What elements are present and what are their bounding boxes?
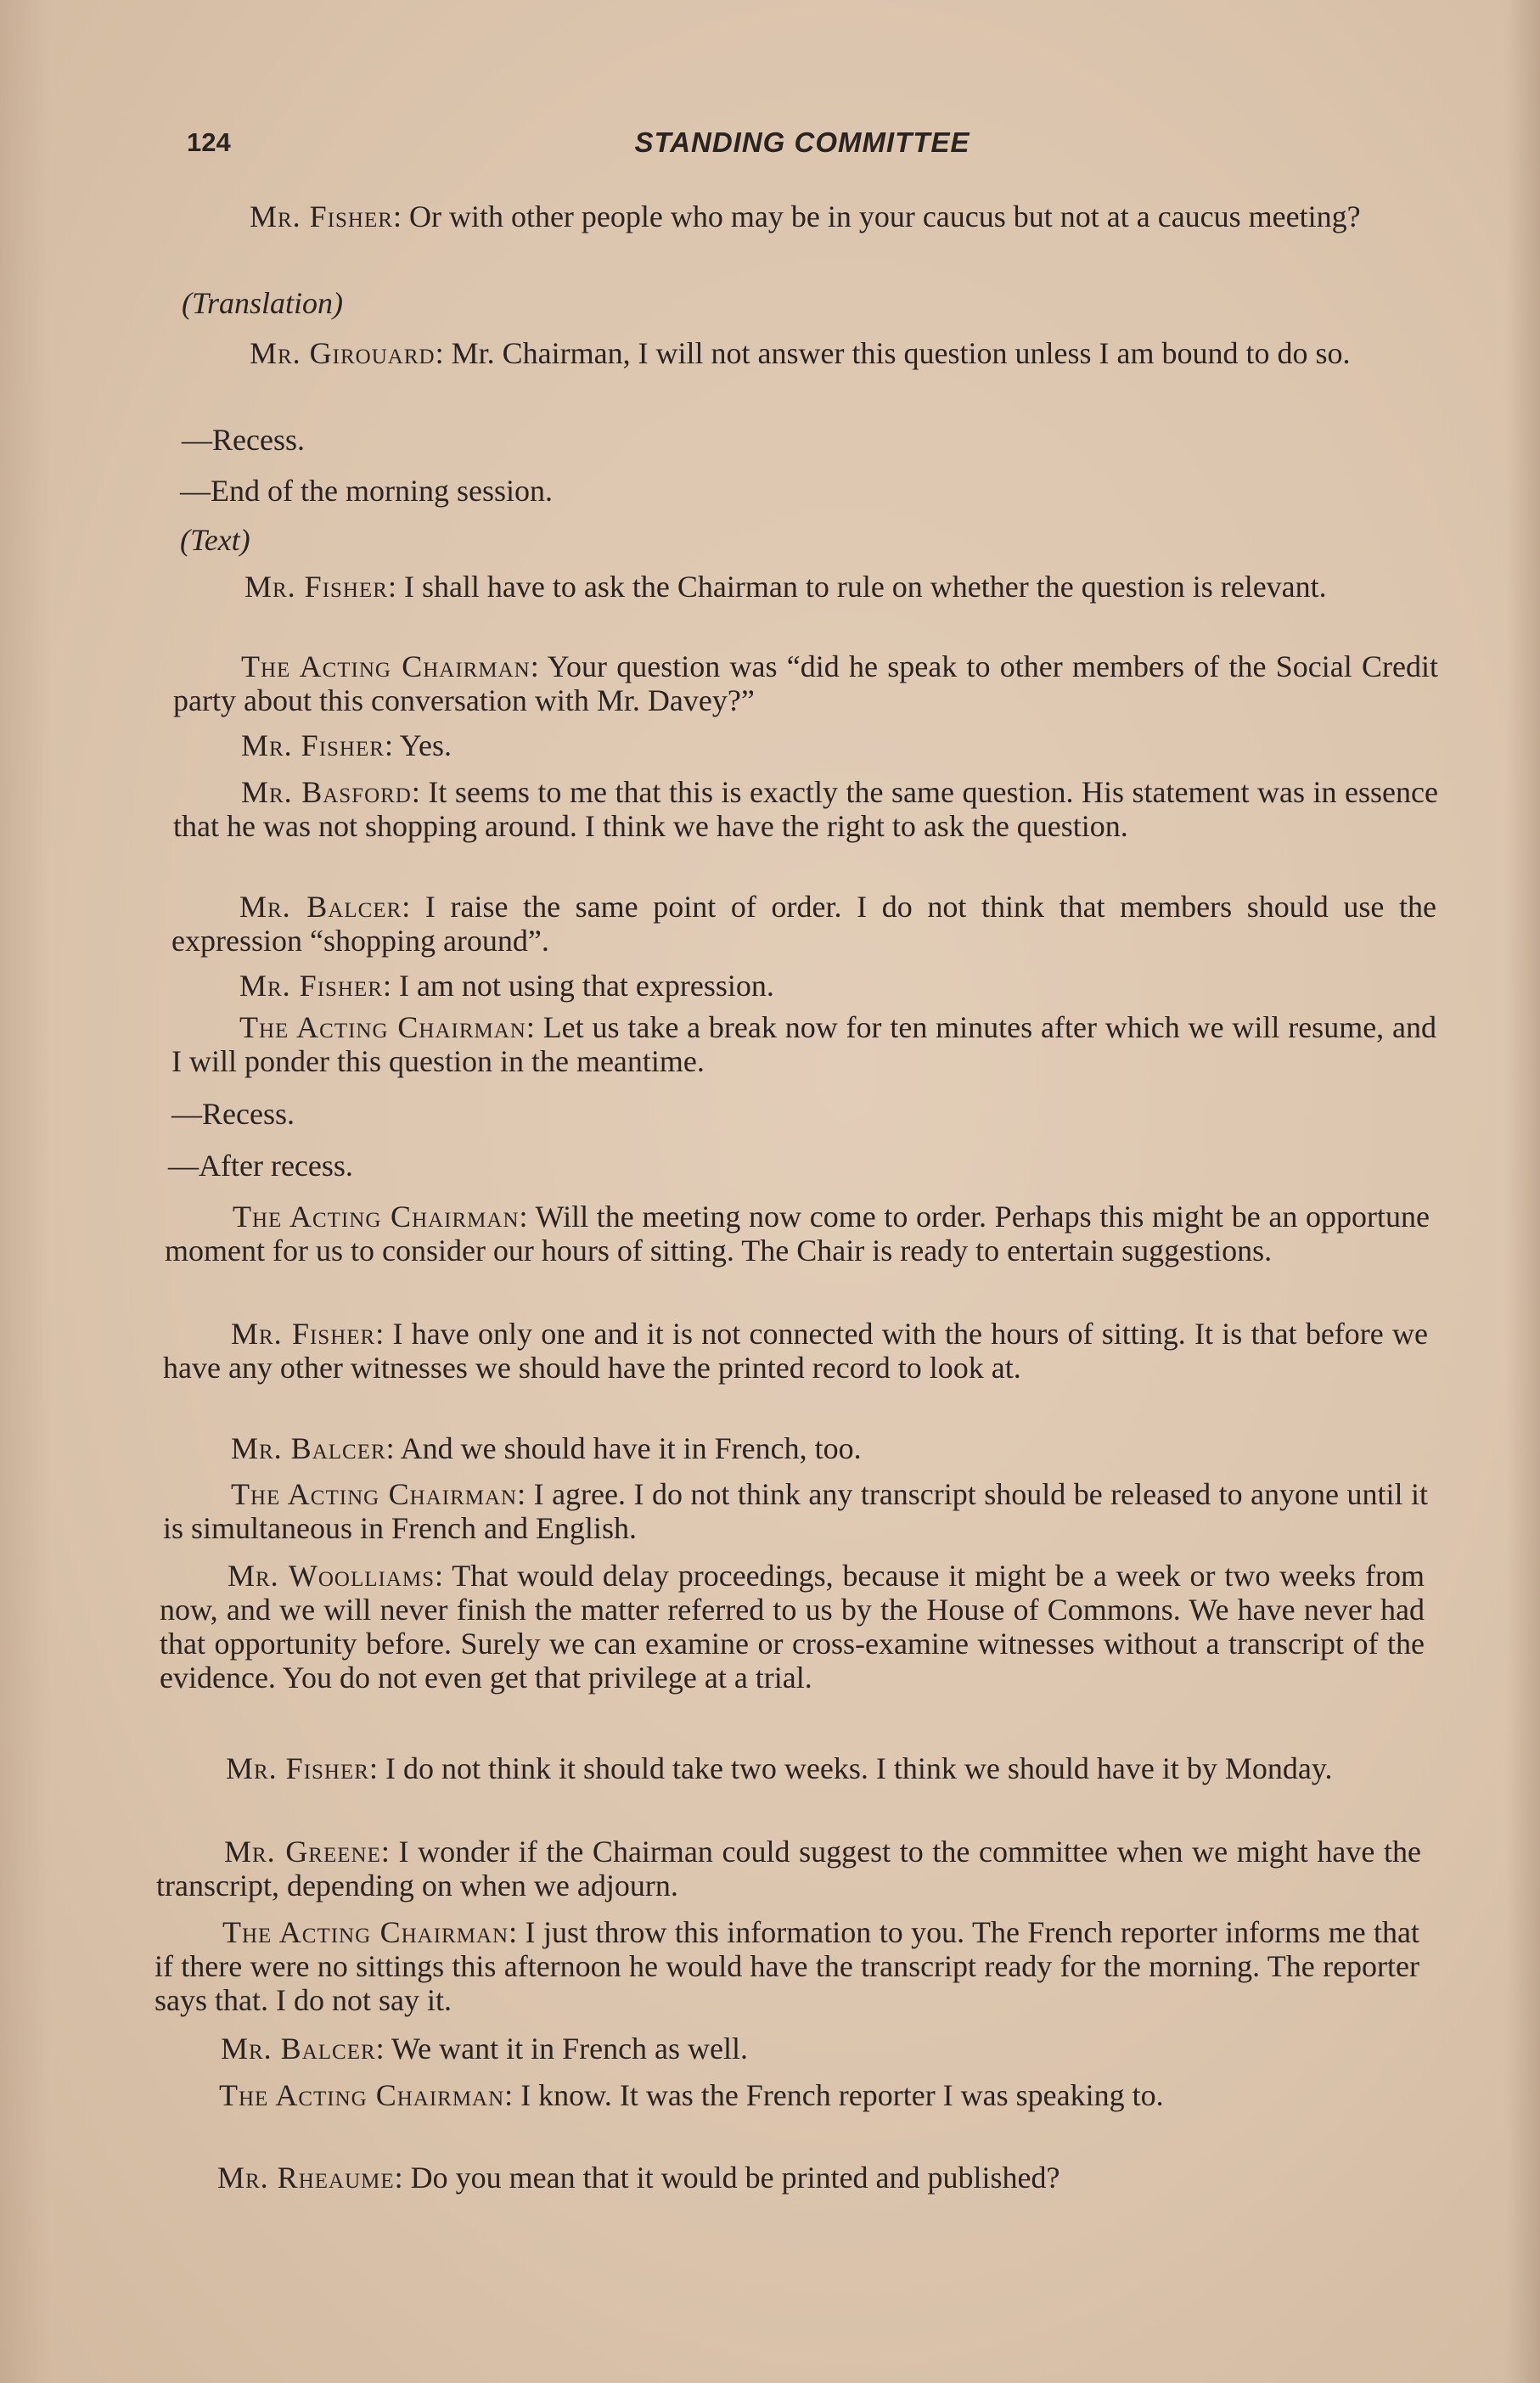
speech-text: Or with other people who may be in your caucus but not at a caucus meeting? (408, 200, 1361, 233)
speaker-name: The Acting Chairman (233, 1200, 520, 1234)
running-header (187, 126, 1418, 166)
speaker-name: Mr. Balcer (221, 2032, 376, 2065)
speech-text: I am not using that expression. (398, 969, 774, 1003)
speaker-name: Mr. Basford (241, 775, 412, 809)
speaker-name: Mr. Fisher (250, 200, 393, 233)
speaker-name: Mr. Fisher (241, 728, 385, 762)
speaker-name: Mr. Fisher (226, 1751, 369, 1785)
after-recess-line: —After recess. (168, 1149, 353, 1183)
end-morning-session: —End of the morning session. (180, 474, 553, 508)
recess-line-1: —Recess. (182, 423, 305, 457)
paragraph-8: Mr. Fisher: I am not using that expression. (239, 969, 774, 1003)
speech-text: Will the meeting now come to order. Perhaps this might be an opportune moment for us to consider our hours of sitting. The Chair is ready to entertain suggestions. (165, 1200, 1430, 1267)
paragraph-14: Mr. Woolliams: That would delay proceedings, because it might be a week or two weeks from now, and we will never finish the matter referred to us by the House of Commons. We have never had that opportunity before. Surely we can examine or cross-examine witnesses without a transcript of the evidence. You do not even get that privilege at a trial. (160, 1559, 1425, 1695)
paragraph-2: Mr. Girouard: Mr. Chairman, I will not answer this question unless I am bound to do so. (250, 336, 1351, 370)
speech-text: Let us take a break now for ten minutes after which we will resume, and I will ponder this question in the meantime. (171, 1010, 1436, 1078)
speaker-name: Mr. Fisher (244, 570, 388, 604)
speech-text: I agree. I do not think any transcript should be released to anyone until it is simultaneous in French and English. (163, 1477, 1428, 1545)
paragraph-3: Mr. Fisher: I shall have to ask the Chairman to rule on whether the question is relevant. (244, 570, 1327, 604)
speech-text: It seems to me that this is exactly the same question. His statement was in essence that he was not shopping around. I think we have the right to ask the question. (173, 775, 1438, 843)
paragraph-16: Mr. Greene: I wonder if the Chairman could suggest to the committee when we might have the transcript, depending on when we adjourn. (156, 1835, 1421, 1902)
speech-text: I raise the same point of order. I do not think that members should use the expression “shopping around”. (171, 890, 1436, 958)
speaker-name: The Acting Chairman (231, 1477, 518, 1511)
paragraph-10: The Acting Chairman: Will the meeting now come to order. Perhaps this might be an opportune moment for us to consider our hours of sitting. The Chair is ready to entertain suggestions. (165, 1200, 1430, 1267)
paragraph-12: Mr. Balcer: And we should have it in French, too. (231, 1431, 862, 1465)
speaker-name: Mr. Fisher (231, 1317, 376, 1351)
page-edge-shadow-right (1506, 0, 1540, 2383)
paragraph-1: Mr. Fisher: Or with other people who may be in your caucus but not at a caucus meeting? (250, 200, 1361, 233)
paragraph-5: Mr. Fisher: Yes. (241, 728, 452, 762)
speech-text: Do you mean that it would be printed and published? (410, 2161, 1060, 2195)
paragraph-9: The Acting Chairman: Let us take a break now for ten minutes after which we will resume, and I will ponder this question in the meantime. (171, 1010, 1436, 1078)
speech-text: I shall have to ask the Chairman to rule on whether the question is relevant. (403, 570, 1327, 604)
translation-note: (Translation) (182, 286, 344, 320)
paragraph-4: The Acting Chairman: Your question was “did he speak to other members of the Social Credit party about this conversation with Mr. Davey?” (173, 649, 1438, 717)
speaker-name: The Acting Chairman (222, 1915, 509, 1949)
speaker-name: Mr. Girouard (250, 336, 436, 370)
speech-text: I wonder if the Chairman could suggest to the committee when we might have the transcript, depending on when we adjourn. (156, 1835, 1421, 1902)
paragraph-7: Mr. Balcer: I raise the same point of order. I do not think that members should use the expression “shopping around”. (171, 890, 1436, 958)
page-number: 124 (187, 127, 231, 157)
paragraph-18: Mr. Balcer: We want it in French as well. (221, 2032, 749, 2065)
speech-text: I just throw this information to you. The French reporter informs me that if there were no sittings this afternoon he would have the transcript ready for the morning. The reporter says that. I do not say it. (155, 1915, 1419, 2017)
speech-text: I know. It was the French reporter I was speaking to. (520, 2078, 1164, 2112)
paragraph-17: The Acting Chairman: I just throw this information to you. The French reporter informs me that if there were no sittings this afternoon he would have the transcript ready for the morning. The reporter says that. I do not say it. (155, 1915, 1419, 2017)
page-edge-shadow-left (0, 0, 51, 2383)
speech-text: We want it in French as well. (391, 2032, 749, 2065)
speaker-name: The Acting Chairman (219, 2078, 505, 2112)
speech-text: And we should have it in French, too. (400, 1431, 862, 1465)
speech-text: Your question was “did he speak to other members of the Social Credit party about this conversation with Mr. Davey?” (173, 649, 1438, 717)
speaker-name: The Acting Chairman (241, 649, 531, 683)
speaker-name: Mr. Balcer (239, 890, 402, 924)
speaker-name: Mr. Greene (224, 1835, 381, 1869)
speech-text: Mr. Chairman, I will not answer this question unless I am bound to do so. (451, 336, 1351, 370)
speaker-name: Mr. Balcer (231, 1431, 386, 1465)
paragraph-13: The Acting Chairman: I agree. I do not think any transcript should be released to anyone until it is simultaneous in French and English. (163, 1477, 1428, 1545)
speaker-name: Mr. Fisher (239, 969, 383, 1003)
speech-text: That would delay proceedings, because it might be a week or two weeks from now, and we will never finish the matter referred to us by the House of Commons. We have never had that opportunity before. Surely we can examine or cross-examine witnesses without a transcript of the evidence. You do not even get that privilege at a trial. (160, 1559, 1425, 1695)
paragraph-15: Mr. Fisher: I do not think it should take two weeks. I think we should have it by Monday. (226, 1751, 1333, 1785)
speaker-name: Mr. Woolliams (228, 1559, 436, 1593)
paragraph-19: The Acting Chairman: I know. It was the French reporter I was speaking to. (219, 2078, 1164, 2112)
speech-text: I have only one and it is not connected with the hours of sitting. It is that before we have any other witnesses we should have the printed record to look at. (163, 1317, 1428, 1385)
running-title: STANDING COMMITTEE (634, 126, 970, 158)
paragraph-6: Mr. Basford: It seems to me that this is exactly the same question. His statement was in essence that he was not shopping around. I think we have the right to ask the question. (173, 775, 1438, 843)
speech-text: Yes. (399, 728, 452, 762)
recess-line-2: —Recess. (171, 1097, 295, 1131)
paragraph-20: Mr. Rheaume: Do you mean that it would be printed and published? (217, 2161, 1060, 2195)
text-note: (Text) (180, 523, 250, 557)
speech-text: I do not think it should take two weeks. I think we should have it by Monday. (385, 1751, 1333, 1785)
paragraph-11: Mr. Fisher: I have only one and it is not connected with the hours of sitting. It is that before we have any other witnesses we should have the printed record to look at. (163, 1317, 1428, 1385)
speaker-name: Mr. Rheaume (217, 2161, 395, 2195)
speaker-name: The Acting Chairman (239, 1010, 526, 1044)
